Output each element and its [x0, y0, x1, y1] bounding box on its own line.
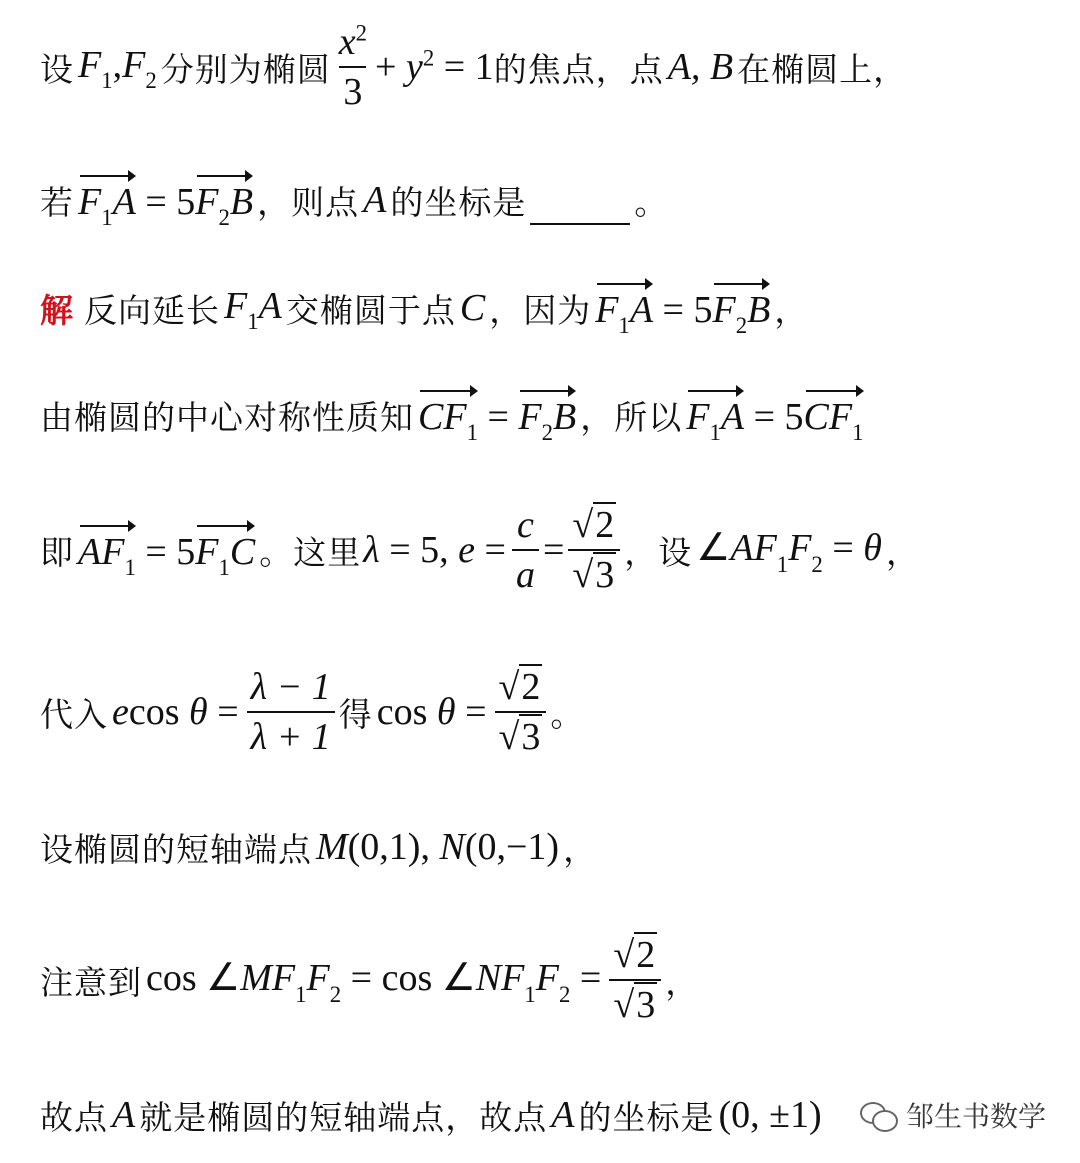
sub: 1	[247, 309, 259, 335]
math-vector-equation	[686, 387, 863, 444]
fraction-c-over-a	[512, 503, 539, 597]
equals: =	[487, 395, 509, 438]
var-theta: θ	[189, 691, 208, 733]
var-a: A	[78, 530, 102, 573]
vector-f1a	[595, 280, 653, 337]
sub: 1	[524, 981, 536, 1007]
math-cos-theta	[377, 690, 487, 734]
var-f: F	[224, 284, 248, 327]
equals-five: = 5	[662, 288, 713, 331]
sub: 1	[218, 555, 230, 581]
var-a: A	[112, 1094, 136, 1136]
text: 的焦点，点	[493, 49, 664, 89]
math-vector-equation	[78, 172, 253, 229]
math-vector-equation	[595, 280, 770, 337]
var-f: F	[101, 530, 125, 573]
var-f: F	[306, 957, 330, 1000]
math-lambda-e	[363, 528, 506, 572]
fraction-lambda	[247, 665, 335, 759]
math-y2-eq-1	[375, 45, 494, 89]
var-c: C	[803, 395, 829, 438]
equals-five: = 5	[145, 180, 196, 223]
solution-line-4	[40, 652, 1060, 772]
var-theta: θ	[863, 527, 882, 570]
var-f: F	[788, 527, 812, 570]
denominator: λ + 1	[247, 711, 335, 759]
math-f1a	[224, 284, 282, 333]
var-f: F	[828, 395, 853, 438]
var-af: AF	[730, 527, 777, 570]
text: ，	[665, 962, 700, 1002]
var-c: C	[229, 530, 256, 573]
solution-label: 解	[40, 290, 74, 330]
fraction-sqrt2-over-sqrt3	[568, 503, 620, 597]
math-cos-angles	[146, 955, 601, 1005]
equals: =	[484, 529, 506, 571]
var-a: A	[551, 1094, 575, 1136]
sqrt-2: √2	[613, 934, 656, 976]
var-f: F	[712, 288, 736, 331]
equals-five: = 5,	[389, 529, 449, 571]
solution-line-6	[40, 920, 1060, 1040]
math-ecos	[112, 690, 239, 734]
sub: 1	[776, 551, 789, 577]
math-points-mn	[316, 825, 559, 869]
math-vector-equation	[418, 387, 576, 444]
var-f: F	[78, 180, 102, 223]
text: ，	[774, 290, 809, 330]
sub: 2	[558, 981, 571, 1007]
var-b: B	[229, 180, 254, 223]
vector-f1a	[78, 172, 136, 229]
math-vector-equation	[78, 522, 255, 579]
text: 交椭圆于点	[285, 290, 456, 330]
sub: 2	[145, 68, 157, 94]
sub: 1	[101, 205, 113, 231]
radicand: 2	[521, 666, 541, 708]
text: ，	[563, 829, 598, 869]
text: 在椭圆上，	[737, 49, 908, 89]
radicand: 3	[595, 554, 615, 596]
vector-f2b	[712, 280, 770, 337]
radicand: 2	[595, 504, 615, 546]
equals-five: = 5	[145, 530, 196, 573]
sub: 2	[218, 205, 230, 231]
var-f: F	[686, 395, 710, 438]
equals-five: = 5	[753, 395, 804, 438]
text: 分别为椭圆	[160, 49, 331, 89]
coord-m: (0,1),	[347, 826, 430, 868]
vector-af1	[78, 522, 136, 579]
solution-line-2	[40, 380, 1060, 450]
plus: +	[375, 46, 397, 88]
var-f: F	[122, 43, 146, 86]
var-a: A	[629, 288, 654, 331]
var-f: F	[195, 180, 219, 223]
text: ，因为	[489, 290, 592, 330]
text: 注意到	[40, 962, 142, 1002]
sub: 1	[709, 420, 721, 446]
text: 代入	[40, 694, 108, 734]
var-a: A	[112, 180, 136, 223]
fraction-sqrt2-over-sqrt3	[609, 933, 661, 1027]
text: 的坐标是	[390, 182, 527, 222]
solution-line-3	[40, 490, 1060, 610]
answer-coordinate: (0, ±1)	[718, 1094, 822, 1136]
var-b: B	[747, 288, 771, 331]
text: 。这里	[259, 532, 362, 572]
vector-f2b	[518, 387, 576, 444]
var-e: e	[458, 529, 476, 571]
var-lambda: λ	[363, 529, 380, 571]
var-c: C	[418, 395, 444, 438]
text: 的坐标是	[578, 1097, 715, 1137]
solution-line-5	[40, 812, 1060, 882]
points-a-b: A, B	[667, 46, 734, 88]
var-y: y	[405, 46, 423, 88]
sqrt-3: √3	[609, 979, 661, 1027]
math-angle-theta	[696, 525, 882, 575]
numerator: λ − 1	[250, 666, 331, 708]
var-e: e	[112, 691, 129, 733]
var-a: A	[363, 179, 387, 221]
text: 故点	[40, 1097, 108, 1137]
sub: 1	[618, 313, 630, 339]
radicand: 3	[636, 984, 656, 1026]
equals: =	[217, 691, 239, 733]
exp: 2	[355, 20, 368, 46]
text: ，	[885, 532, 920, 572]
wechat-icon	[860, 1100, 898, 1130]
equals: =	[465, 691, 487, 733]
comma: ,	[112, 43, 123, 86]
sub: 2	[811, 551, 823, 577]
text: 。	[550, 694, 585, 734]
var-f: F	[518, 395, 542, 438]
var-b: B	[553, 395, 577, 438]
sub: 1	[101, 68, 113, 94]
sqrt-2: √2	[498, 666, 541, 708]
text: 由椭圆的中心对称性质知	[40, 397, 414, 437]
text: ，设	[624, 532, 693, 572]
text: 。	[634, 182, 669, 222]
var-n: N	[439, 826, 465, 868]
vector-cf1	[804, 387, 864, 444]
text: 得	[338, 694, 373, 734]
var-f: F	[78, 43, 102, 86]
var-f: F	[595, 288, 619, 331]
cos-angle: cos ∠	[146, 957, 241, 1000]
sqrt-3: √3	[568, 549, 620, 597]
radicand: 3	[521, 716, 541, 758]
text: 即	[40, 532, 74, 572]
equals-one: = 1	[443, 46, 494, 88]
var-a: A	[258, 284, 282, 327]
var-x: x	[338, 21, 356, 63]
math-f1-f2	[78, 43, 157, 92]
problem-line-2	[40, 165, 1060, 235]
sub: 1	[466, 420, 478, 446]
text: 就是椭圆的短轴端点，故点	[139, 1097, 548, 1137]
coord-n: (0,−1)	[464, 826, 560, 868]
equals: =	[579, 957, 602, 1000]
sub: 1	[124, 555, 136, 581]
denominator: 3	[339, 66, 366, 114]
vector-cf1	[418, 387, 478, 444]
text: 设	[40, 49, 74, 89]
var-m: M	[316, 826, 348, 868]
text: ，所以	[580, 397, 683, 437]
cos: cos	[376, 691, 428, 733]
solution-line-1	[40, 273, 1060, 343]
sub: 1	[852, 420, 864, 446]
sub: 2	[735, 313, 748, 339]
var-f: F	[443, 395, 467, 438]
var-a: A	[720, 395, 745, 438]
var-nf: NF	[475, 957, 525, 1000]
sub: 2	[329, 981, 342, 1007]
exp: 2	[422, 45, 435, 71]
var-f: F	[535, 957, 559, 1000]
vector-f1c	[195, 522, 255, 579]
var-theta: θ	[436, 691, 456, 733]
sub: 1	[295, 981, 307, 1007]
sqrt-3: √3	[495, 711, 547, 759]
text: ，则点	[257, 182, 360, 222]
var-f: F	[195, 530, 219, 573]
denominator: a	[512, 549, 539, 597]
text: 设椭圆的短轴端点	[40, 829, 312, 869]
var-c: C	[459, 287, 486, 329]
text: 反向延长	[84, 290, 220, 330]
var-mf: MF	[240, 957, 296, 1000]
watermark	[860, 1095, 1046, 1135]
watermark-text: 邹生书数学	[905, 1100, 1046, 1133]
fraction-x2-over-3	[335, 20, 371, 114]
problem-line-1	[40, 12, 1060, 122]
radicand: 2	[636, 934, 656, 976]
cos: cos	[128, 691, 180, 733]
equals: =	[542, 529, 565, 571]
equals-cos-angle: = cos ∠	[350, 957, 476, 1000]
text: 若	[40, 182, 74, 222]
numerator: c	[517, 504, 534, 546]
vector-f2b	[195, 172, 253, 229]
fraction-sqrt2-over-sqrt3	[495, 665, 547, 759]
angle-symbol: ∠	[696, 527, 731, 570]
sqrt-2: √2	[572, 504, 615, 546]
equals: =	[832, 527, 854, 570]
sub: 2	[541, 420, 554, 446]
answer-blank	[530, 217, 630, 225]
vector-f1a	[686, 387, 744, 444]
